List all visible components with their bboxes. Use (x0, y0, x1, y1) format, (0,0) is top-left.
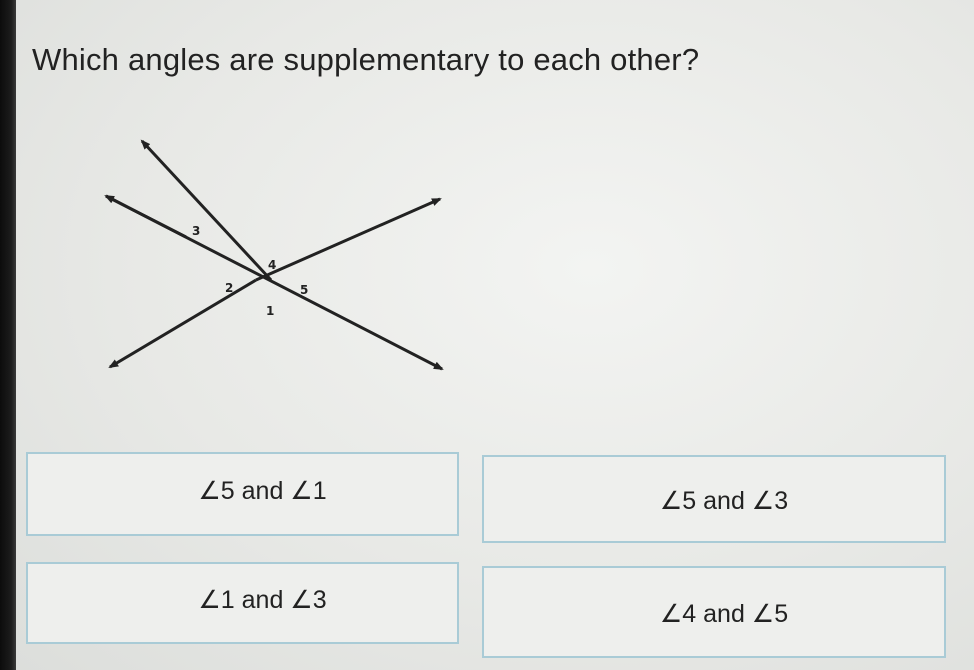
answer-option-2[interactable] (482, 455, 946, 543)
angle-diagram (86, 135, 456, 380)
answer-option-3-label: ∠1 and ∠3 (198, 586, 327, 614)
answer-option-4-label: ∠4 and ∠5 (659, 600, 789, 628)
question-text: Which angles are supplementary to each other? (32, 42, 700, 77)
answer-option-3[interactable] (26, 562, 459, 644)
line-ray-upper-left (106, 196, 186, 237)
answer-option-2-label: ∠5 and ∠3 (659, 487, 789, 515)
answer-option-1-label: ∠5 and ∠1 (198, 477, 327, 505)
line-ray-lower-left (110, 280, 256, 367)
angle-label-5: 5 (300, 283, 309, 297)
transversal-line (142, 141, 271, 280)
angle-label-3: 3 (192, 224, 201, 238)
angle-label-2: 2 (225, 281, 234, 295)
line-ray-upper-right (256, 199, 440, 280)
angle-label-1: 1 (266, 304, 275, 318)
answer-option-4[interactable] (482, 566, 946, 658)
answer-option-1[interactable] (26, 452, 459, 536)
screen-bezel (0, 0, 16, 670)
angle-label-4: 4 (268, 258, 277, 272)
